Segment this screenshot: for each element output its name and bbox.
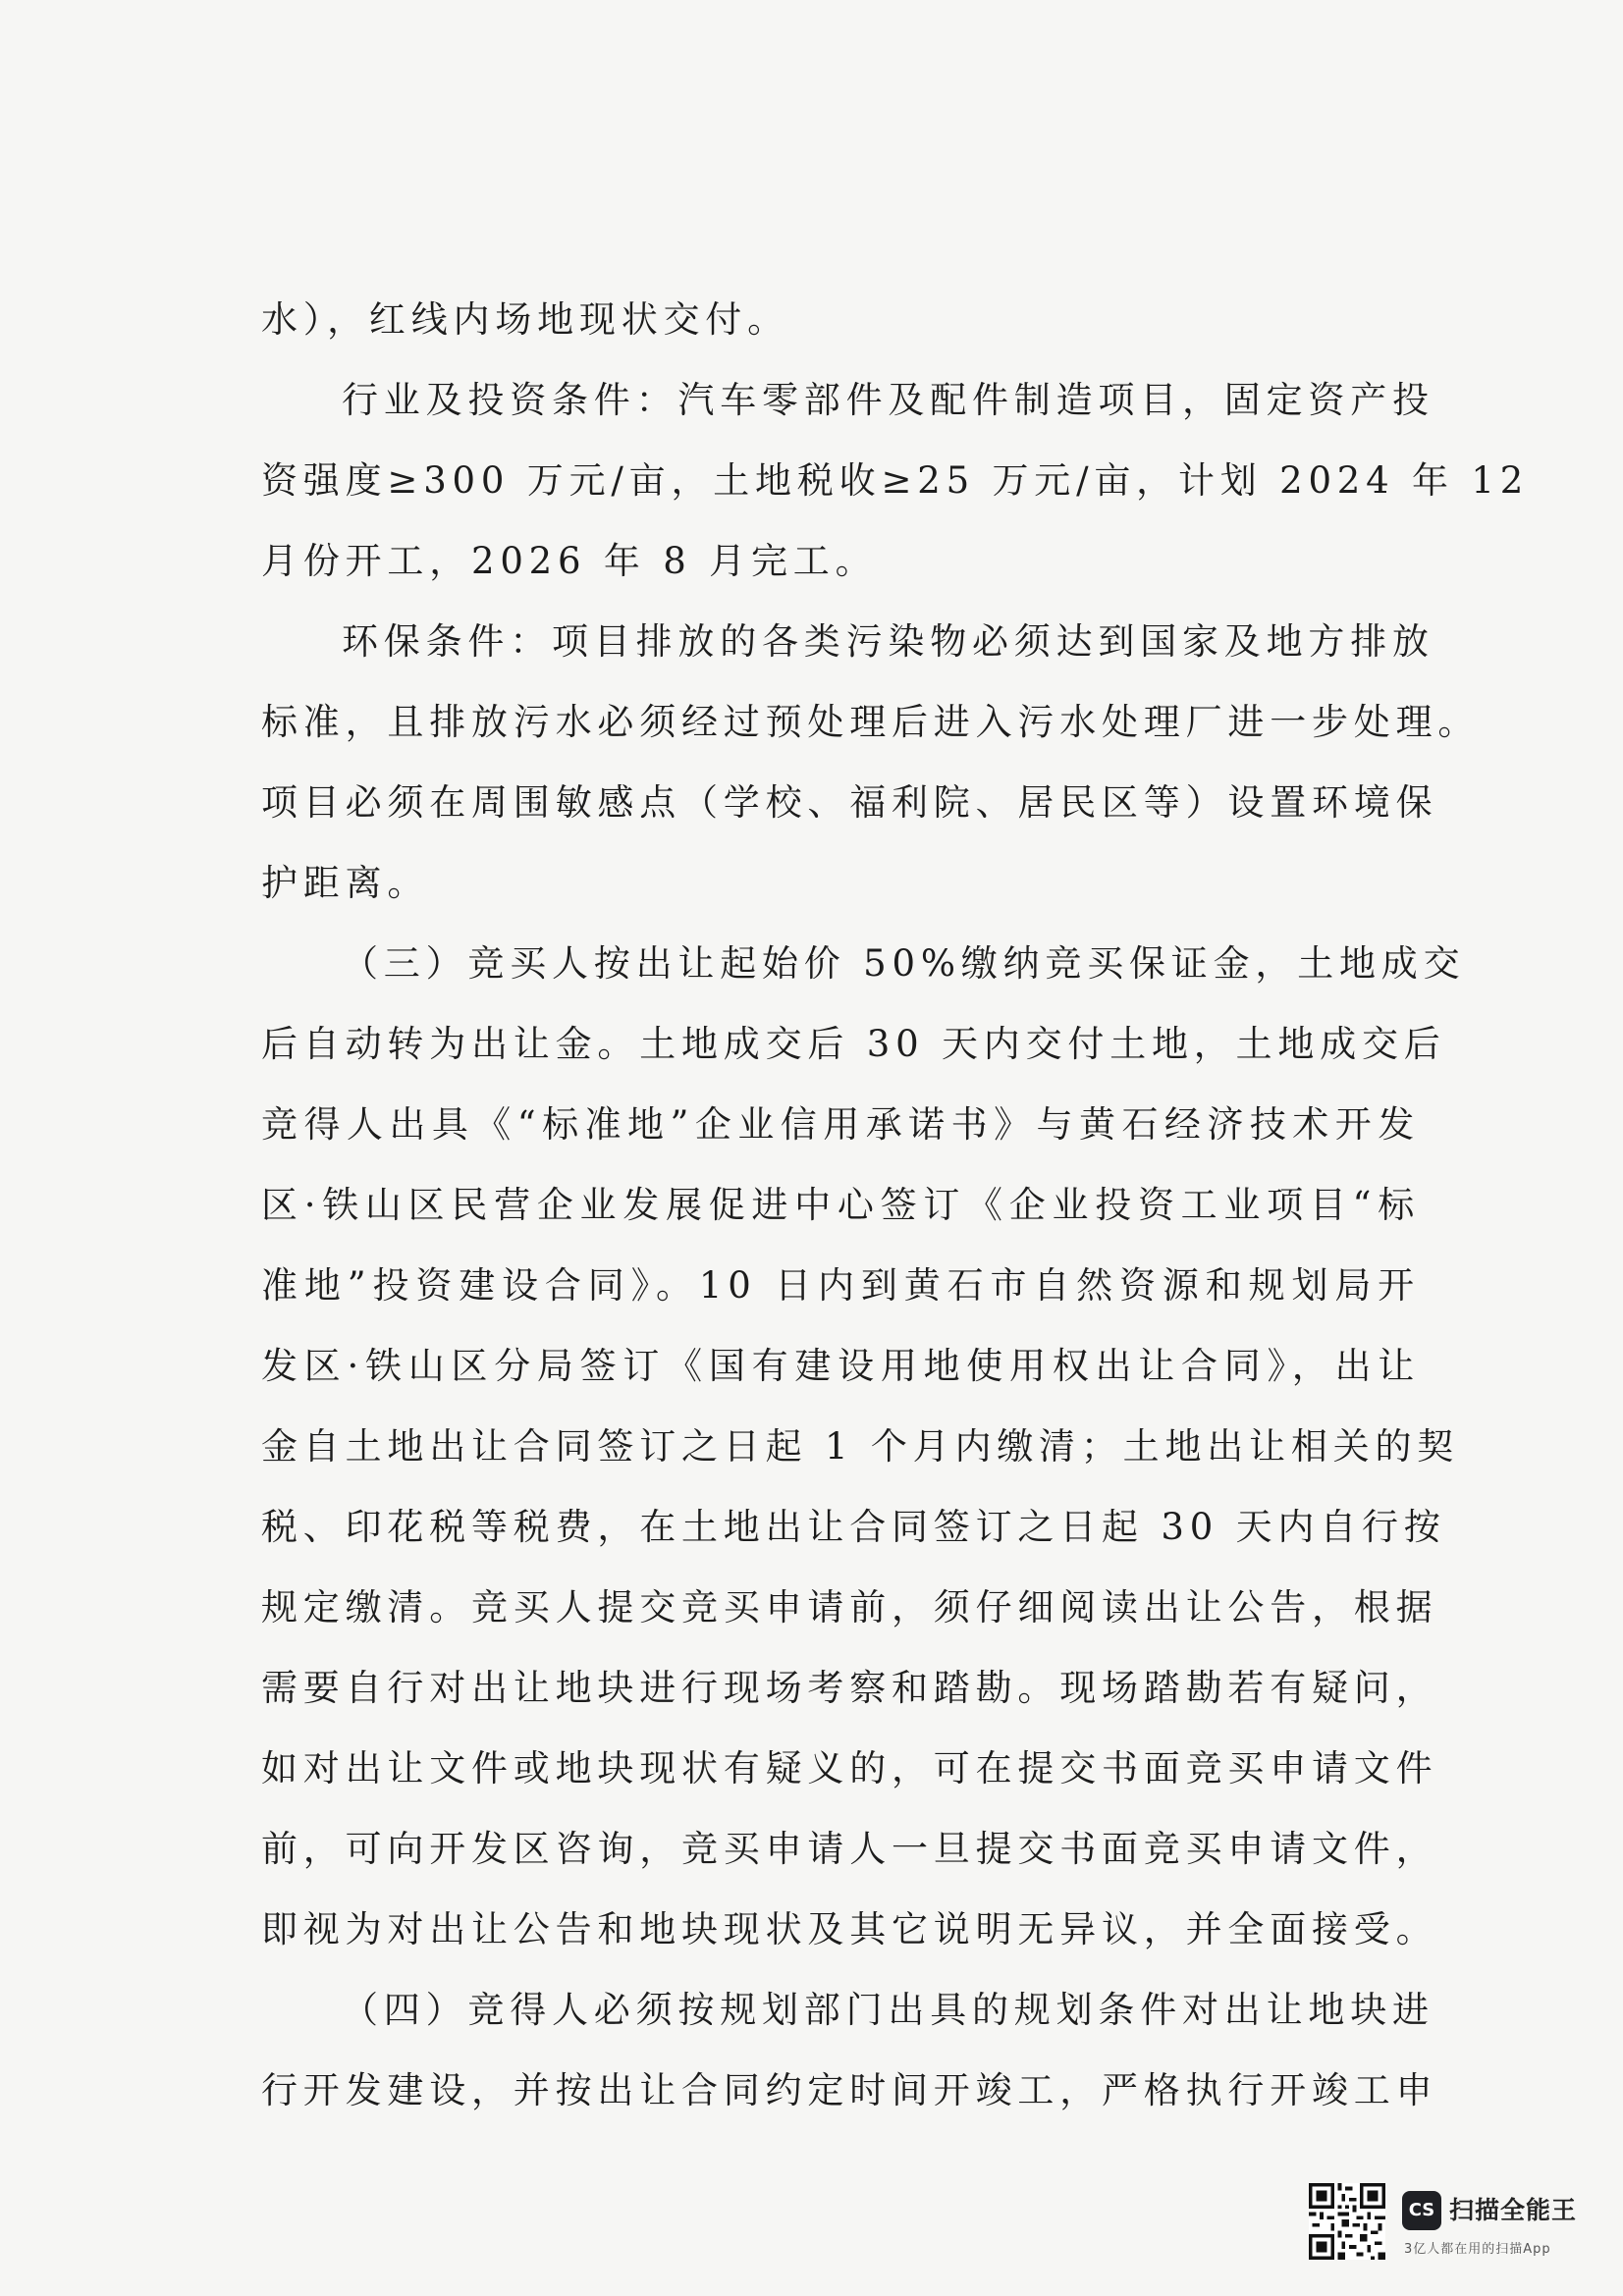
text-line: 金自土地出让合同签订之日起 1 个月内缴清；土地出让相关的契 — [261, 1425, 1460, 1468]
text-line: 区·铁山区民营企业发展促进中心签订《企业投资工业项目“标 — [261, 1184, 1420, 1226]
text-line: 项目必须在周围敏感点（学校、福利院、居民区等）设置环境保 — [261, 781, 1438, 824]
text-line: 月份开工，2026 年 8 月完工。 — [261, 540, 878, 582]
text-line: 行开发建设，并按出让合同约定时间开竣工，严格执行开竣工申 — [261, 2069, 1438, 2111]
text-line: 资强度≥300 万元/亩，土地税收≥25 万元/亩，计划 2024 年 12 — [261, 459, 1530, 502]
text-line: 发区·铁山区分局签订《国有建设用地使用权出让合同》，出让 — [261, 1345, 1420, 1387]
text-line: 行业及投资条件：汽车零部件及配件制造项目，固定资产投 — [342, 379, 1434, 421]
text-line: 前，可向开发区咨询，竞买申请人一旦提交书面竞买申请文件， — [261, 1828, 1438, 1870]
text-line: 准地”投资建设合同》。10 日内到黄石市自然资源和规划局开 — [261, 1264, 1420, 1307]
watermark-app-name: 扫描全能王 — [1449, 2196, 1578, 2224]
text-line: 护距离。 — [261, 862, 430, 904]
text-line: 标准，且排放污水必须经过预处理后进入污水处理厂进一步处理。 — [261, 701, 1481, 743]
text-line: 规定缴清。竞买人提交竞买申请前，须仔细阅读出让公告，根据 — [261, 1586, 1438, 1629]
qr-code-icon — [1309, 2183, 1385, 2260]
text-line: （三）竞买人按出让起始价 50%缴纳竞买保证金，土地成交 — [342, 942, 1466, 985]
text-line: 如对出让文件或地块现状有疑义的，可在提交书面竞买申请文件 — [261, 1747, 1438, 1789]
text-line: 水），红线内场地现状交付。 — [261, 298, 789, 341]
camscanner-logo-icon: CS — [1402, 2191, 1441, 2230]
text-line: 即视为对出让公告和地块现状及其它说明无异议，并全面接受。 — [261, 1908, 1438, 1950]
camscanner-watermark — [1309, 2183, 1594, 2271]
watermark-tagline: 3亿人都在用的扫描App — [1404, 2242, 1551, 2257]
text-line: 竞得人出具《“标准地”企业信用承诺书》与黄石经济技术开发 — [261, 1103, 1420, 1146]
text-line: 环保条件：项目排放的各类污染物必须达到国家及地方排放 — [342, 620, 1434, 663]
document-body — [261, 280, 1530, 2131]
text-line: 需要自行对出让地块进行现场考察和踏勘。现场踏勘若有疑问， — [261, 1667, 1438, 1709]
text-line: （四）竞得人必须按规划部门出具的规划条件对出让地块进 — [342, 1989, 1434, 2031]
text-line: 后自动转为出让金。土地成交后 30 天内交付土地，土地成交后 — [261, 1023, 1446, 1065]
text-line: 税、印花税等税费，在土地出让合同签订之日起 30 天内自行按 — [261, 1506, 1446, 1548]
